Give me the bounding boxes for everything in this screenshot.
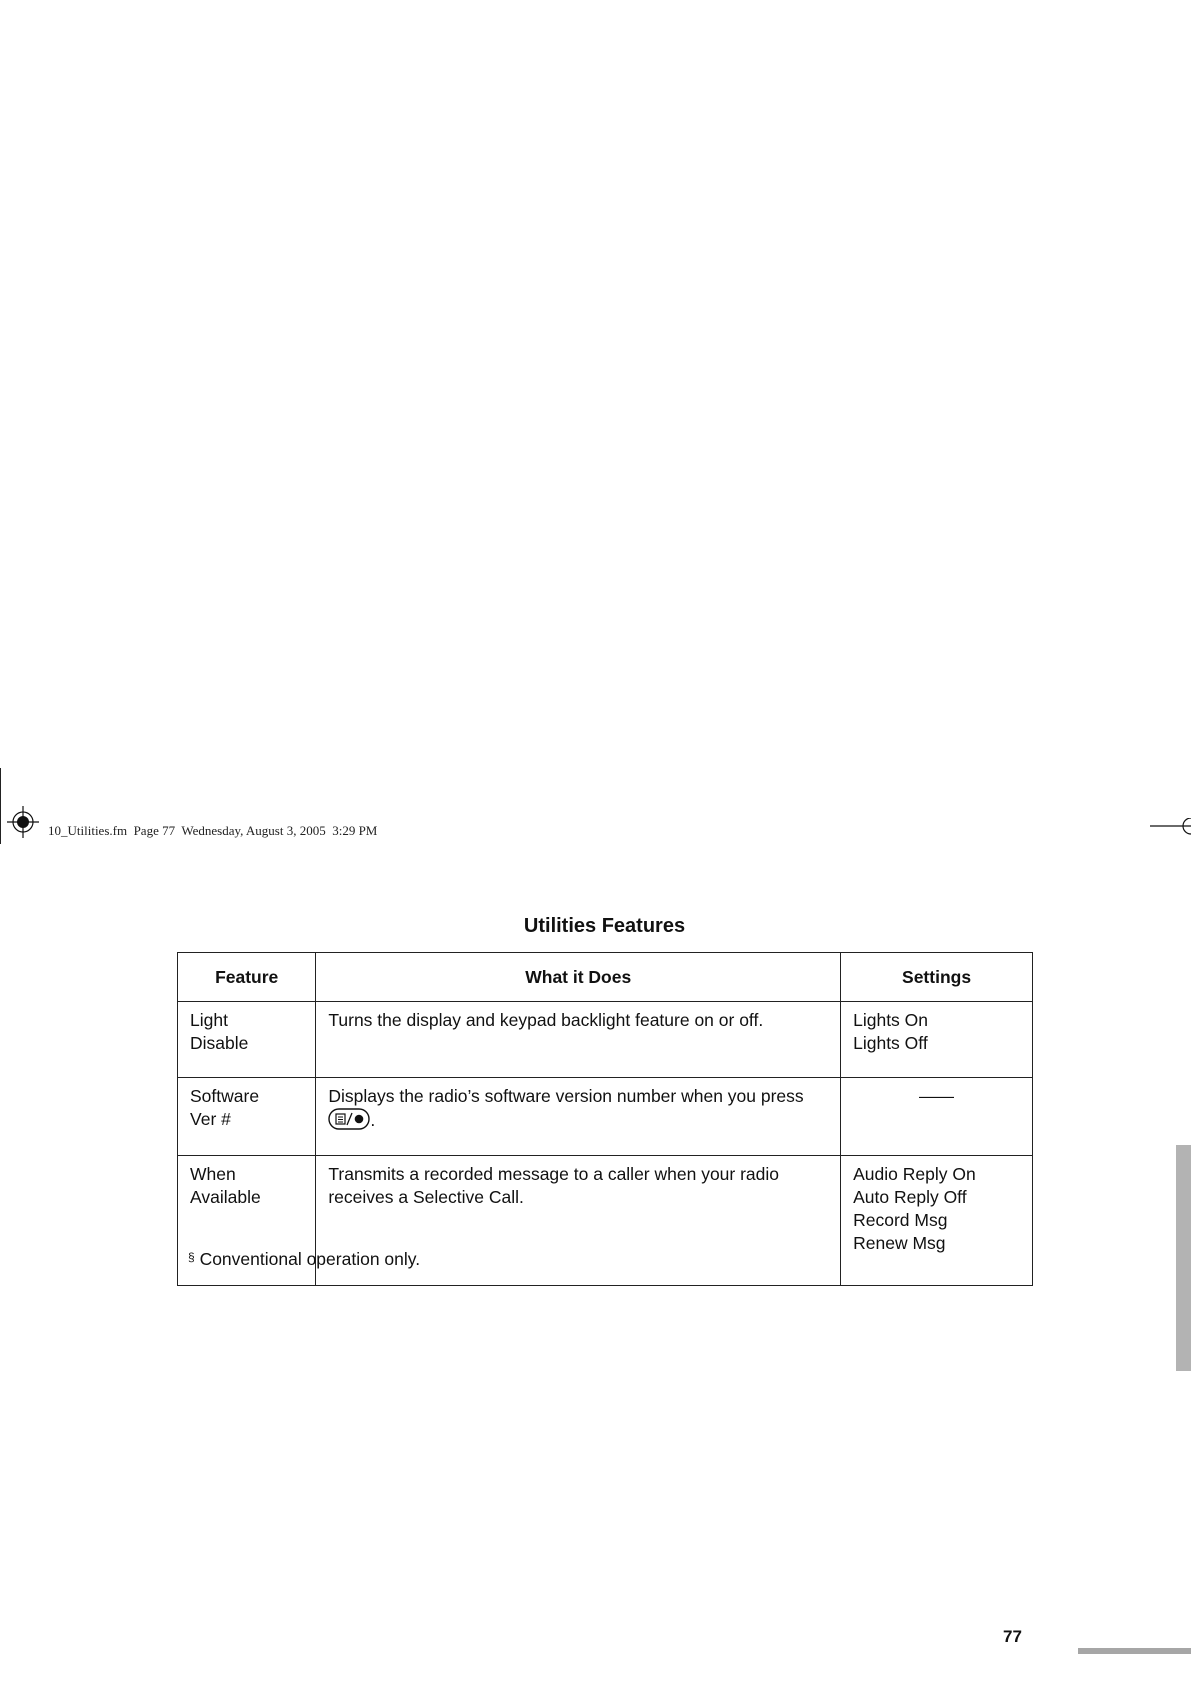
table-title: Utilities Features [523,915,686,937]
utilities-features-table [177,952,1033,1286]
description-cell [316,1002,841,1078]
footnote-symbol: § [188,1250,195,1264]
table-row [178,1078,1033,1156]
feature-line: Light [190,1010,228,1030]
registration-mark-right-icon [1150,818,1191,838]
feature-line: Ver # [190,1109,231,1129]
description-text: Turns the display and keypad backlight feature on or off. [328,1010,764,1030]
setting-option: Auto Reply Off [853,1187,967,1207]
column-header-feature: Feature [178,953,316,1002]
settings-cell [841,1002,1033,1078]
settings-cell [841,1156,1033,1286]
file-info-header: 10_Utilities.fm Page 77 Wednesday, August 3, 2005 3:29 PM [48,823,378,838]
page-footer-bar [1078,1648,1191,1654]
setting-option: Renew Msg [853,1233,946,1253]
feature-cell [178,1002,316,1078]
crop-mark-left [0,768,4,844]
registration-mark-icon [7,806,39,838]
feature-line: When [190,1164,236,1184]
description-line: receives a Selective Call. [328,1187,524,1207]
setting-option: Audio Reply On [853,1164,976,1184]
footnote [188,1249,420,1270]
feature-line: Disable [190,1033,249,1053]
column-header-settings: Settings [841,953,1033,1002]
feature-line: Available [190,1187,261,1207]
table-row [178,1002,1033,1078]
footnote-text: Conventional operation only. [199,1249,421,1269]
settings-cell [841,1078,1033,1156]
setting-option: Record Msg [853,1210,948,1230]
description-key-line [328,1108,828,1132]
setting-option: Lights Off [853,1033,928,1053]
description-cell [316,1078,841,1156]
settings-not-applicable: —— [919,1086,955,1106]
chapter-side-tab [1176,1145,1191,1371]
feature-cell [178,1078,316,1156]
table-header-row [178,953,1033,1002]
setting-option: Lights On [853,1010,929,1030]
column-header-what-it-does: What it Does [316,953,841,1002]
feature-line: Software [190,1086,260,1106]
menu-select-key-icon [328,1108,370,1130]
description-text: Displays the radio’s software version number when you press [328,1086,804,1106]
page-number: 77 [1003,1627,1022,1646]
description-suffix: . [370,1110,376,1130]
description-line: Transmits a recorded message to a caller when your radio [328,1164,780,1184]
